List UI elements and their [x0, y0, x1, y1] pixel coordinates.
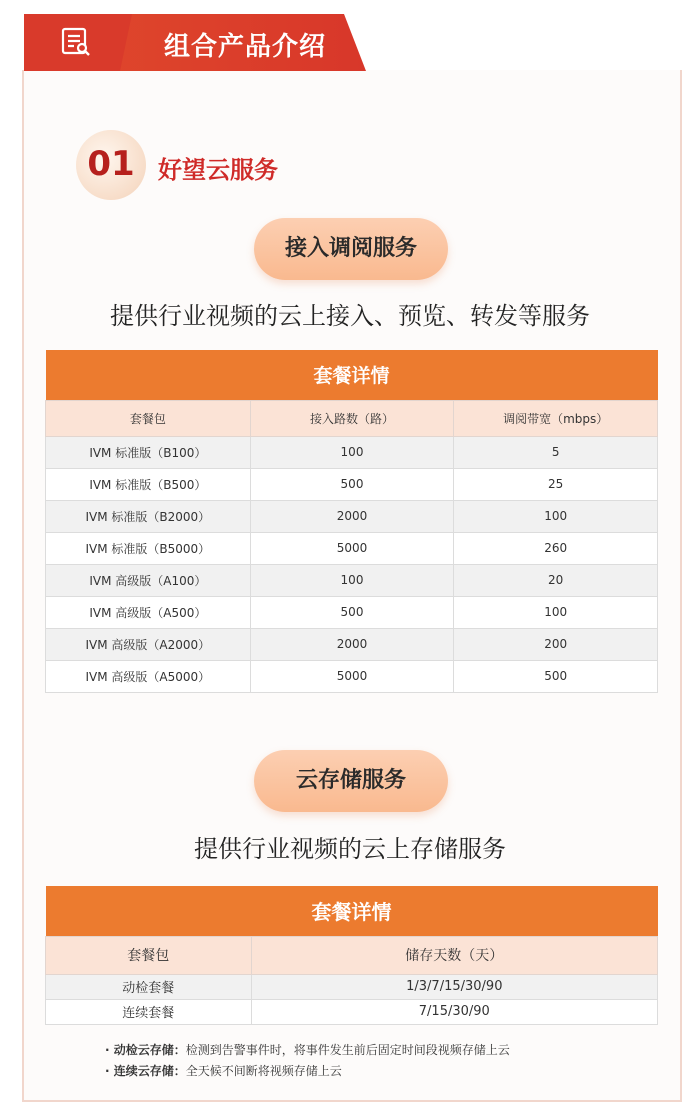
column-header: 套餐包 — [46, 400, 251, 436]
table-cell: IVM 标准版（B100） — [46, 436, 251, 468]
table-row — [46, 628, 658, 660]
table-row — [46, 974, 658, 999]
table-cell: IVM 标准版（B500） — [46, 468, 251, 500]
table-row — [46, 660, 658, 692]
table-cell: 2000 — [250, 500, 454, 532]
table-cell: 连续套餐 — [46, 999, 252, 1024]
table-cell: 200 — [454, 628, 658, 660]
table-cell: 2000 — [250, 628, 454, 660]
footnote-label: · 动检云存储： — [105, 1043, 186, 1057]
table-cell: IVM 标准版（B5000） — [46, 532, 251, 564]
table-cell: 500 — [250, 468, 454, 500]
column-header: 储存天数（天） — [251, 936, 657, 974]
table-cell: 260 — [454, 532, 658, 564]
table-cell: 5 — [454, 436, 658, 468]
column-header: 接入路数（路） — [250, 400, 454, 436]
table-header-row — [46, 400, 658, 436]
table-row — [46, 564, 658, 596]
footnote-label: · 连续云存储： — [105, 1064, 186, 1078]
table-cell: 5000 — [250, 660, 454, 692]
table-cell: IVM 高级版（A5000） — [46, 660, 251, 692]
table-cell: 25 — [454, 468, 658, 500]
table-cell: 500 — [250, 596, 454, 628]
access-service-pill: 接入调阅服务 — [254, 218, 448, 280]
table-row — [46, 532, 658, 564]
table-cell: 100 — [454, 500, 658, 532]
document-list-icon — [60, 26, 92, 58]
table-cell: 5000 — [250, 532, 454, 564]
table-caption: 套餐详情 — [46, 886, 658, 936]
footnote-item — [105, 1061, 510, 1082]
footnote-text: 全天候不间断将视频存储上云 — [185, 1064, 342, 1078]
table-header-row — [46, 936, 658, 974]
table-cell: 100 — [250, 436, 454, 468]
table-cell: IVM 标准版（B2000） — [46, 500, 251, 532]
section-title: 好望云服务 — [158, 156, 278, 184]
section-number: 01 — [87, 144, 135, 184]
storage-service-pill: 云存储服务 — [254, 750, 448, 812]
footnote-text: 检测到告警事件时，将事件发生前后固定时间段视频存储上云 — [185, 1043, 510, 1057]
storage-package-table — [45, 886, 658, 1025]
header-banner — [24, 14, 366, 71]
banner-icon-box — [24, 14, 132, 71]
access-service-description: 提供行业视频的云上接入、预览、转发等服务 — [110, 302, 590, 330]
storage-service-description: 提供行业视频的云上存储服务 — [194, 835, 506, 863]
table-cell: 7/15/30/90 — [251, 999, 657, 1024]
table-cell: 500 — [454, 660, 658, 692]
table-row — [46, 999, 658, 1024]
page-title: 组合产品介绍 — [164, 32, 327, 62]
table-row — [46, 500, 658, 532]
table-cell: IVM 高级版（A500） — [46, 596, 251, 628]
table-cell: IVM 高级版（A100） — [46, 564, 251, 596]
table-cell: 动检套餐 — [46, 974, 252, 999]
table-caption: 套餐详情 — [46, 350, 658, 400]
table-row — [46, 436, 658, 468]
column-header: 调阅带宽（mbps） — [454, 400, 658, 436]
table-cell: IVM 高级版（A2000） — [46, 628, 251, 660]
table-row — [46, 468, 658, 500]
table-cell: 20 — [454, 564, 658, 596]
access-package-table — [45, 350, 658, 693]
column-header: 套餐包 — [46, 936, 252, 974]
table-row — [46, 596, 658, 628]
footnotes — [105, 1040, 510, 1082]
table-cell: 100 — [250, 564, 454, 596]
footnote-item — [105, 1040, 510, 1061]
table-cell: 100 — [454, 596, 658, 628]
table-cell: 1/3/7/15/30/90 — [251, 974, 657, 999]
